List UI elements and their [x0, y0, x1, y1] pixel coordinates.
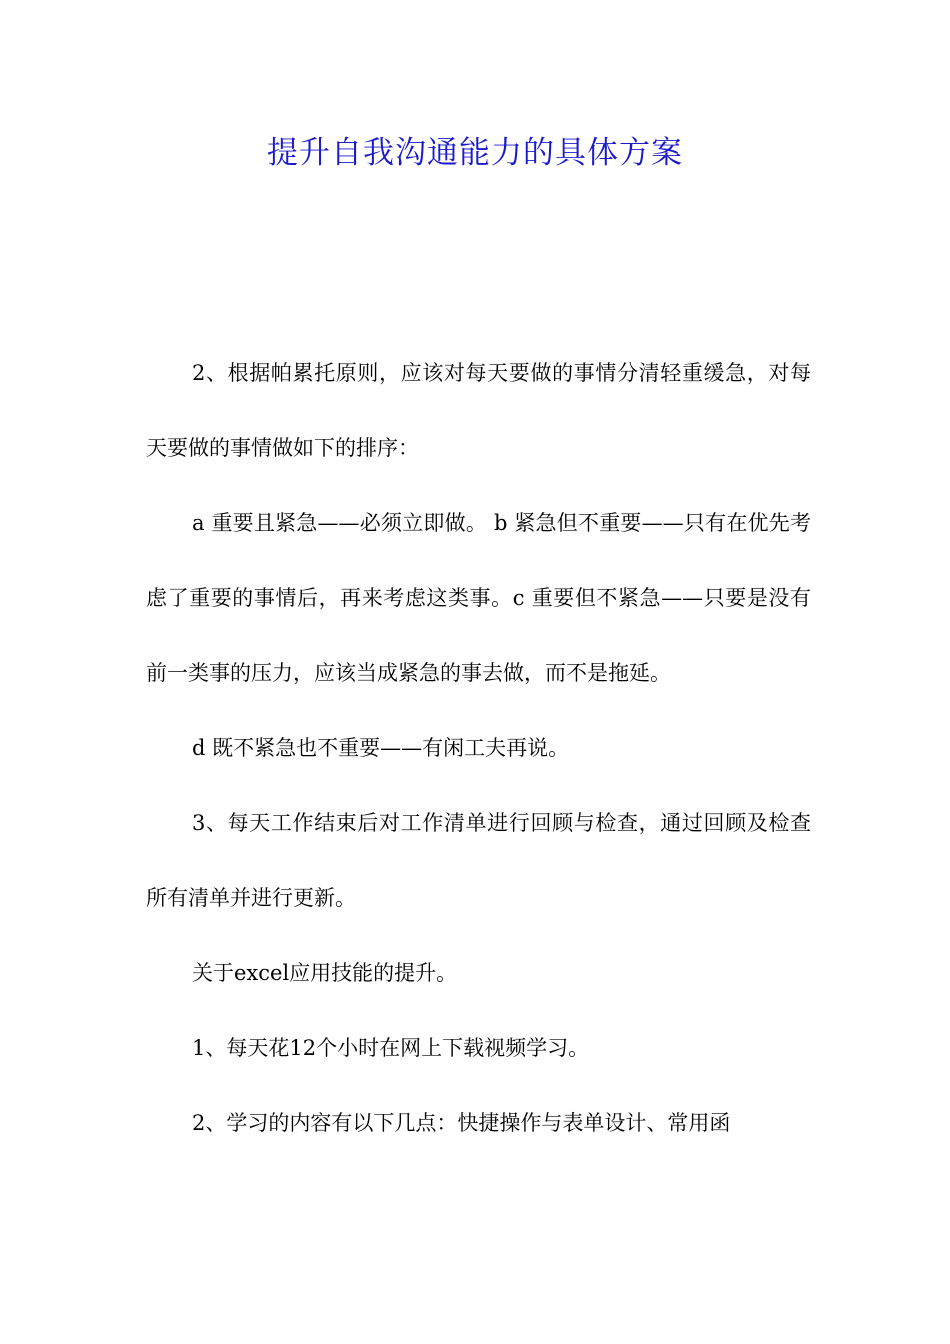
paragraph-priority-sorting: 2、根据帕累托原则，应该对每天要做的事情分清轻重缓急，对每天要做的事情做如下的排序：	[146, 361, 811, 460]
paragraph-category-d: d 既不紧急也不重要——有闲工夫再说。	[192, 736, 570, 760]
paragraph-excel-study-content: 2、学习的内容有以下几点：快捷操作与表单设计、常用函	[192, 1111, 731, 1135]
paragraph-priority-categories: a 重要且紧急——必须立即做。 b 紧急但不重要——只有在优先考虑了重要的事情后，再来考虑这类事。c 重要但不紧急——只要是没有前一类事的压力，应该当成紧急的事去做，而不是拖延。	[146, 511, 811, 685]
document-title: 提升自我沟通能力的具体方案	[267, 135, 683, 171]
document-body	[146, 336, 811, 1161]
paragraph-excel-heading: 关于excel应用技能的提升。	[192, 961, 458, 985]
paragraph-excel-study-time: 1、每天花12个小时在网上下载视频学习。	[192, 1036, 590, 1060]
paragraph-daily-review: 3、每天工作结束后对工作清单进行回顾与检查，通过回顾及检查所有清单并进行更新。	[146, 811, 811, 910]
